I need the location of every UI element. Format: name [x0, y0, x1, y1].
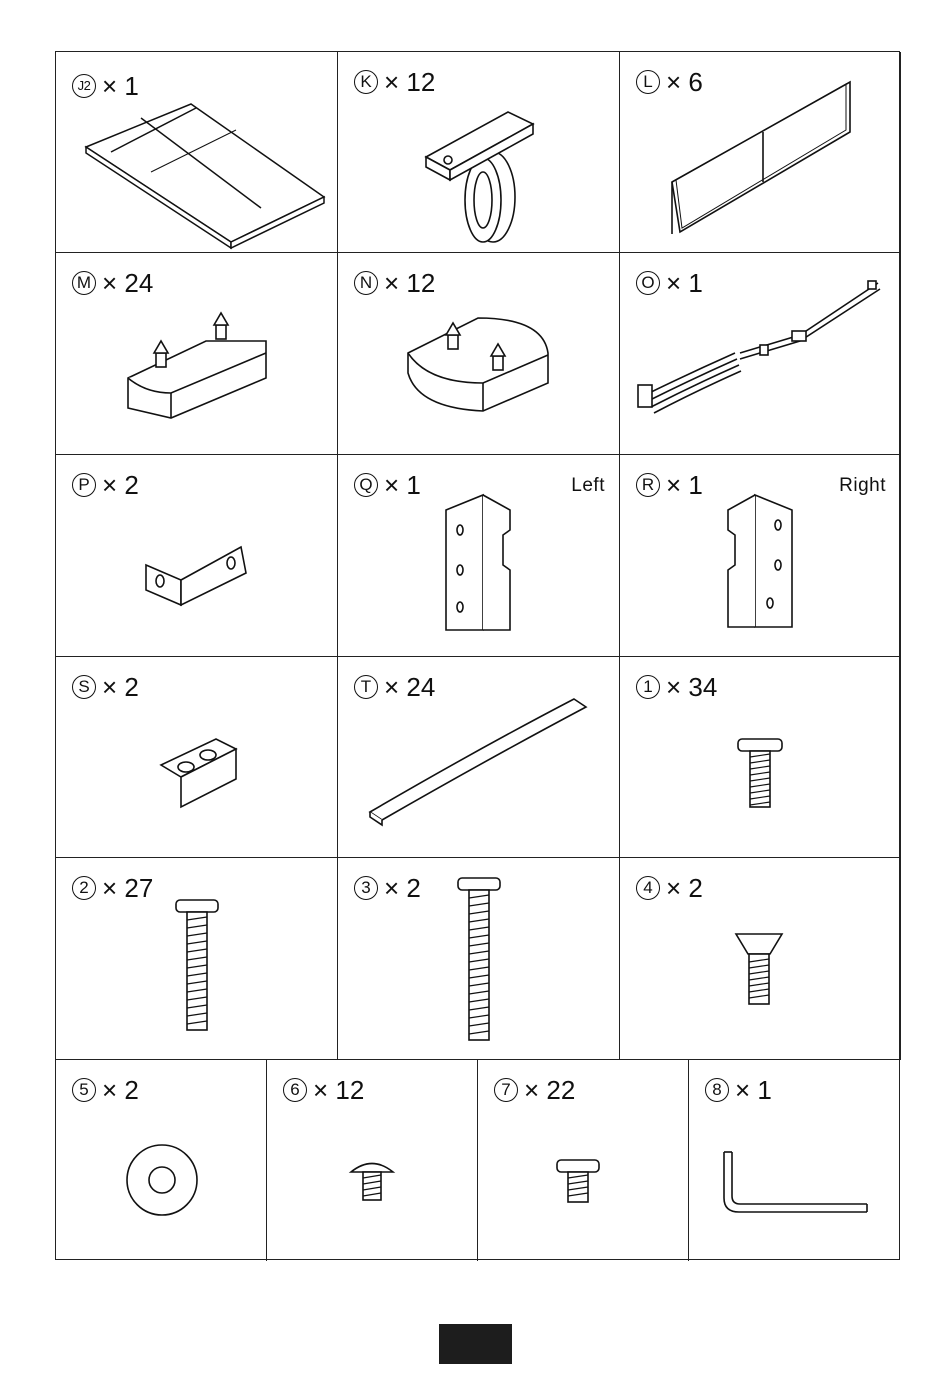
part-id-badge: 6	[283, 1078, 307, 1102]
part-cell-m	[56, 253, 338, 455]
part-id-badge: K	[354, 70, 378, 94]
part-id-badge: T	[354, 675, 378, 699]
part-cell-2	[56, 858, 338, 1060]
side-indicator: Right	[839, 475, 886, 496]
part-quantity: × 1	[666, 470, 703, 500]
right-hook-bracket-icon	[620, 455, 901, 657]
part-id-badge: 4	[636, 876, 660, 900]
part-quantity: × 2	[384, 873, 421, 903]
part-cell-o	[620, 253, 901, 455]
part-cell-s	[56, 657, 338, 858]
left-hook-bracket-icon	[338, 455, 620, 657]
part-quantity: × 2	[666, 873, 703, 903]
caster-wheel-icon	[338, 52, 620, 253]
part-id-badge: P	[72, 473, 96, 497]
part-id-badge: 1	[636, 675, 660, 699]
part-quantity: × 2	[102, 672, 139, 702]
part-cell-4	[620, 858, 901, 1060]
part-quantity: × 1	[666, 268, 703, 298]
part-cell-j2	[56, 52, 338, 253]
part-id-badge: M	[72, 271, 96, 295]
wire-harness-icon	[620, 253, 901, 455]
part-quantity: × 2	[102, 470, 139, 500]
page-number-tab	[439, 1324, 512, 1364]
part-id-badge: Q	[354, 473, 378, 497]
part-quantity: × 2	[102, 1075, 139, 1105]
pan-head-screw-icon	[478, 1060, 689, 1261]
part-cell-l	[620, 52, 901, 253]
part-cell-q	[338, 455, 620, 657]
part-id-badge: 2	[72, 876, 96, 900]
side-rail-icon	[620, 52, 901, 253]
part-quantity: × 12	[313, 1075, 365, 1105]
part-id-badge: J2	[72, 74, 96, 98]
part-id-badge: O	[636, 271, 660, 295]
part-quantity: × 24	[102, 268, 154, 298]
part-quantity: × 12	[384, 268, 436, 298]
bed-slat-icon	[338, 657, 620, 858]
part-quantity: × 6	[666, 67, 703, 97]
long-bolt-icon	[56, 858, 338, 1060]
part-id-badge: L	[636, 70, 660, 94]
bolt-icon	[620, 657, 901, 858]
part-id-badge: 8	[705, 1078, 729, 1102]
part-id-badge: N	[354, 271, 378, 295]
part-id-badge: 7	[494, 1078, 518, 1102]
part-cell-3	[338, 858, 620, 1060]
small-bracket-icon	[56, 657, 338, 858]
allen-key-icon	[689, 1060, 901, 1261]
part-quantity: × 1	[735, 1075, 772, 1105]
part-id-badge: 3	[354, 876, 378, 900]
part-cell-6	[267, 1060, 478, 1261]
part-id-badge: R	[636, 473, 660, 497]
part-quantity: × 24	[384, 672, 436, 702]
part-quantity: × 22	[524, 1075, 576, 1105]
part-cell-5	[56, 1060, 267, 1261]
extra-long-bolt-icon	[338, 858, 620, 1060]
countersunk-bolt-icon	[620, 858, 901, 1060]
part-quantity: × 1	[102, 71, 139, 101]
part-quantity: × 1	[384, 470, 421, 500]
washer-icon	[56, 1060, 267, 1261]
part-cell-7	[478, 1060, 689, 1261]
part-cell-r	[620, 455, 901, 657]
l-bracket-icon	[56, 455, 338, 657]
part-quantity: × 12	[384, 67, 436, 97]
part-id-badge: S	[72, 675, 96, 699]
base-panel-icon	[56, 52, 338, 253]
slat-holder-icon	[56, 253, 338, 455]
part-cell-p	[56, 455, 338, 657]
part-cell-1	[620, 657, 901, 858]
part-cell-k	[338, 52, 620, 253]
side-indicator: Left	[571, 475, 605, 496]
slat-holder-center-icon	[338, 253, 620, 455]
part-id-badge: 5	[72, 1078, 96, 1102]
part-cell-8	[689, 1060, 901, 1261]
part-cell-n	[338, 253, 620, 455]
part-quantity: × 34	[666, 672, 718, 702]
round-head-screw-icon	[267, 1060, 478, 1261]
part-cell-t	[338, 657, 620, 858]
parts-grid	[55, 51, 900, 1260]
part-quantity: × 27	[102, 873, 154, 903]
